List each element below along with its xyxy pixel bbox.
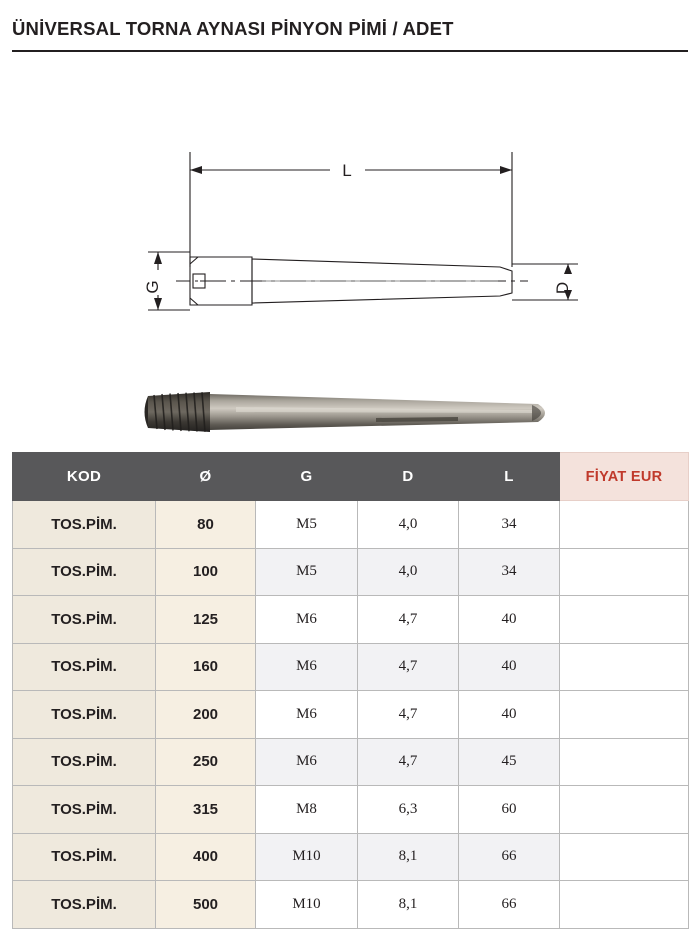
cell-g: M5 (256, 548, 358, 596)
cell-kod: TOS.PİM. (13, 691, 156, 739)
cell-price[interactable] (560, 786, 689, 834)
product-photo (140, 382, 565, 444)
table-header-row (13, 453, 689, 501)
dimension-label-L: L (342, 161, 352, 180)
cell-d: 4,0 (358, 548, 459, 596)
cell-l: 40 (459, 643, 560, 691)
table-row (13, 738, 689, 786)
cell-diameter: 500 (156, 881, 256, 929)
cell-l: 34 (459, 501, 560, 549)
cell-kod: TOS.PİM. (13, 501, 156, 549)
cell-price[interactable] (560, 691, 689, 739)
cell-price[interactable] (560, 881, 689, 929)
table-row (13, 596, 689, 644)
table-row (13, 691, 689, 739)
spec-table (12, 452, 689, 929)
column-header-kod: KOD (13, 453, 156, 501)
cell-kod: TOS.PİM. (13, 738, 156, 786)
cell-d: 4,7 (358, 691, 459, 739)
table-row (13, 643, 689, 691)
technical-drawing (0, 52, 700, 372)
cell-l: 66 (459, 881, 560, 929)
column-header-g: G (256, 453, 358, 501)
cell-g: M6 (256, 596, 358, 644)
cell-diameter: 80 (156, 501, 256, 549)
cell-d: 6,3 (358, 786, 459, 834)
cell-kod: TOS.PİM. (13, 596, 156, 644)
product-illustration (0, 52, 700, 422)
column-header-l: L (459, 453, 560, 501)
cell-g: M10 (256, 881, 358, 929)
cell-price[interactable] (560, 596, 689, 644)
cell-d: 8,1 (358, 833, 459, 881)
cell-d: 8,1 (358, 881, 459, 929)
cell-l: 45 (459, 738, 560, 786)
cell-g: M10 (256, 833, 358, 881)
cell-diameter: 125 (156, 596, 256, 644)
cell-kod: TOS.PİM. (13, 786, 156, 834)
spec-table-wrapper (12, 452, 688, 929)
cell-diameter: 100 (156, 548, 256, 596)
page-title: ÜNİVERSAL TORNA AYNASI PİNYON PİMİ / ADET (12, 18, 454, 39)
cell-d: 4,7 (358, 738, 459, 786)
cell-kod: TOS.PİM. (13, 643, 156, 691)
cell-g: M8 (256, 786, 358, 834)
cell-d: 4,7 (358, 596, 459, 644)
cell-diameter: 160 (156, 643, 256, 691)
table-row (13, 786, 689, 834)
title-block (0, 0, 700, 52)
column-header-diameter: Ø (156, 453, 256, 501)
column-header-price: FİYAT EUR (560, 453, 689, 501)
cell-price[interactable] (560, 501, 689, 549)
cell-g: M6 (256, 691, 358, 739)
cell-price[interactable] (560, 548, 689, 596)
cell-diameter: 200 (156, 691, 256, 739)
cell-d: 4,0 (358, 501, 459, 549)
cell-g: M5 (256, 501, 358, 549)
cell-diameter: 400 (156, 833, 256, 881)
cell-g: M6 (256, 643, 358, 691)
cell-kod: TOS.PİM. (13, 881, 156, 929)
cell-price[interactable] (560, 833, 689, 881)
cell-l: 60 (459, 786, 560, 834)
cell-kod: TOS.PİM. (13, 548, 156, 596)
cell-price[interactable] (560, 738, 689, 786)
table-row (13, 501, 689, 549)
cell-g: M6 (256, 738, 358, 786)
cell-diameter: 315 (156, 786, 256, 834)
cell-l: 66 (459, 833, 560, 881)
dimension-label-G: G (143, 280, 162, 294)
cell-l: 34 (459, 548, 560, 596)
cell-l: 40 (459, 596, 560, 644)
table-row (13, 833, 689, 881)
column-header-d: D (358, 453, 459, 501)
cell-l: 40 (459, 691, 560, 739)
cell-kod: TOS.PİM. (13, 833, 156, 881)
cell-d: 4,7 (358, 643, 459, 691)
cell-price[interactable] (560, 643, 689, 691)
table-row (13, 881, 689, 929)
cell-diameter: 250 (156, 738, 256, 786)
table-row (13, 548, 689, 596)
dimension-label-D: D (553, 281, 572, 295)
